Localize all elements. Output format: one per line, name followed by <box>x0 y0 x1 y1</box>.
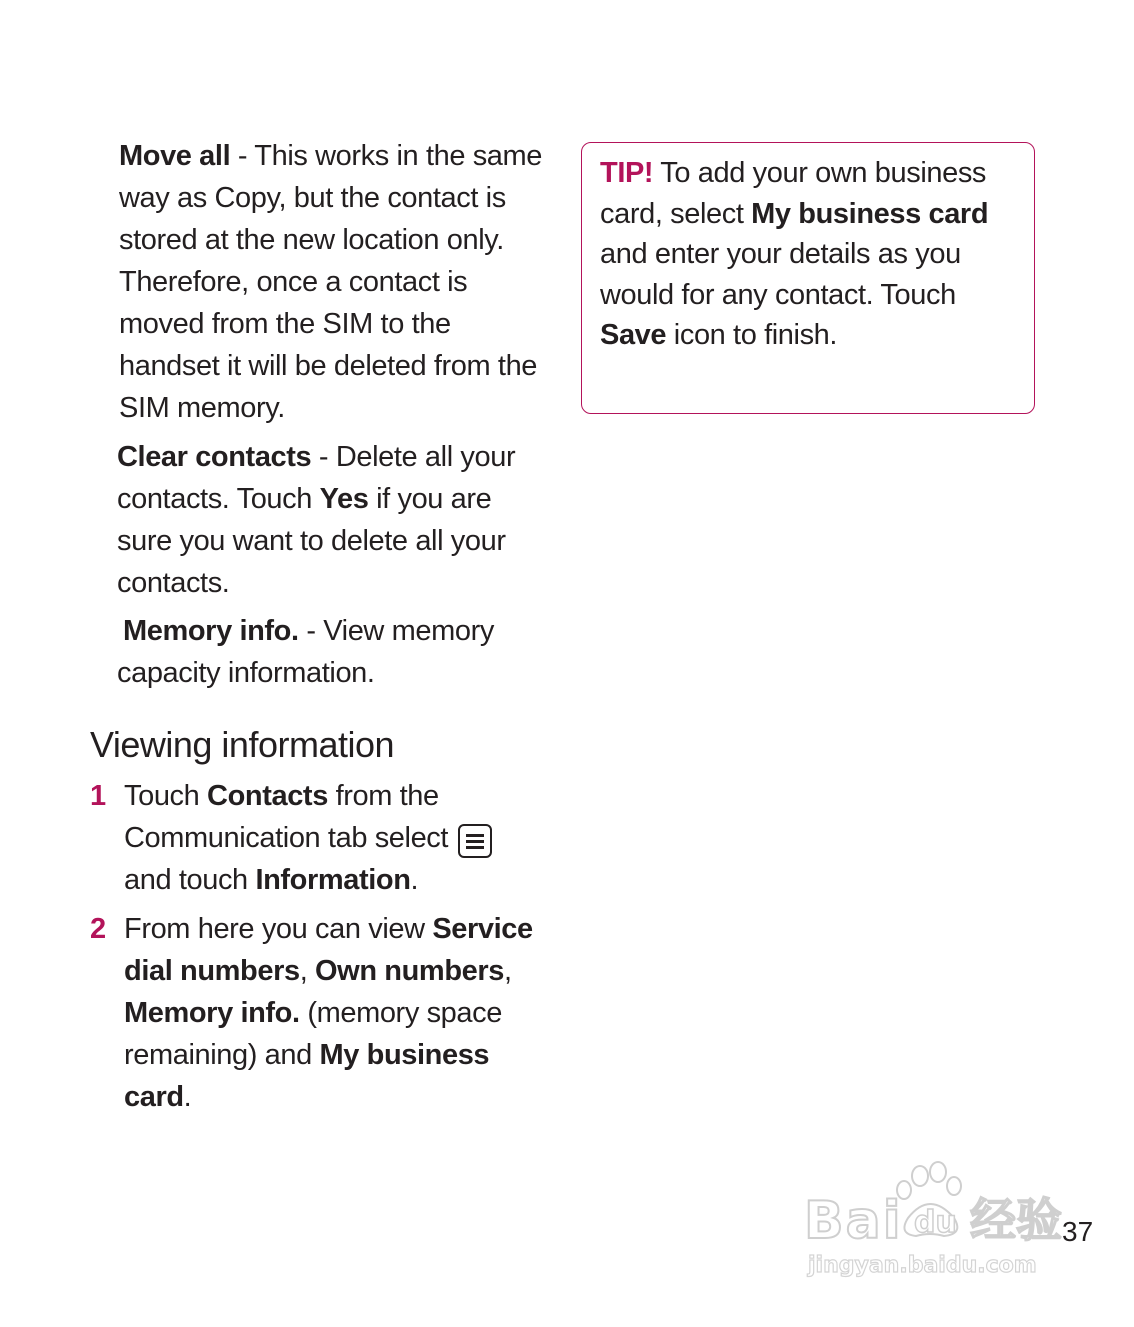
contacts-term: Contacts <box>207 780 328 812</box>
service-dial-term: Service dial numbers <box>124 913 533 987</box>
baidu-watermark-logo <box>804 1158 1066 1280</box>
information-term: Information <box>255 864 411 896</box>
step-number: 1 <box>90 780 106 812</box>
business-card-term: My business card <box>751 197 989 230</box>
clear-contacts-text-end: if you are sure you want to delete all your contacts. <box>117 483 506 599</box>
step-text: Touch <box>124 780 208 812</box>
clear-contacts-text: - Delete all your contacts. Touch <box>117 441 516 515</box>
tip-box <box>581 142 1035 414</box>
step-text: (memory space remaining) and <box>124 997 502 1071</box>
step-body <box>124 908 540 1118</box>
step-text: , <box>299 955 316 987</box>
step-text: From here you can view <box>124 913 433 945</box>
step-text: from the Communication tab select <box>124 780 449 854</box>
svg-text:du: du <box>914 1205 957 1240</box>
step-text: and touch <box>124 864 256 896</box>
tip-label: TIP! <box>600 157 654 189</box>
step-1 <box>90 775 540 901</box>
yes-term: Yes <box>319 483 369 515</box>
step-text: , <box>503 955 512 987</box>
svg-text:jingyan.baidu.com: jingyan.baidu.com <box>808 1253 1037 1278</box>
tip-text: and enter your details as you would for any contact. Touch <box>600 238 961 311</box>
step-text: . <box>410 864 419 896</box>
clear-contacts-paragraph <box>117 436 537 604</box>
svg-text:经验: 经验 <box>970 1193 1062 1247</box>
move-all-term: Move all <box>119 140 231 172</box>
step-number: 2 <box>90 913 106 945</box>
own-numbers-term: Own numbers <box>315 955 504 987</box>
step-body <box>124 775 540 901</box>
tip-text: icon to finish. <box>666 319 838 351</box>
svg-text:Bai: Bai <box>804 1191 903 1251</box>
step-2 <box>90 908 540 1118</box>
section-heading: Viewing information <box>90 724 395 765</box>
menu-icon <box>458 824 492 858</box>
step-text: . <box>183 1081 192 1113</box>
move-all-text: - This works in the same way as Copy, but the contact is stored at the new location only. Therefore, once a contact is moved from the SIM to the handset it will be deleted from the SIM memory. <box>119 140 543 424</box>
clear-contacts-term: Clear contacts <box>117 441 312 473</box>
memory-info-text: - View memory capacity information. <box>117 615 494 689</box>
save-term: Save <box>600 319 667 351</box>
memory-info-term: Memory info. <box>124 997 300 1029</box>
move-all-paragraph <box>119 135 549 429</box>
page-number: 37 <box>1062 1216 1094 1247</box>
tip-text: To add your own business card, select <box>600 157 987 230</box>
memory-info-paragraph <box>117 610 537 694</box>
business-card-term: My business card <box>124 1039 490 1113</box>
memory-info-term: Memory info. <box>123 615 299 647</box>
